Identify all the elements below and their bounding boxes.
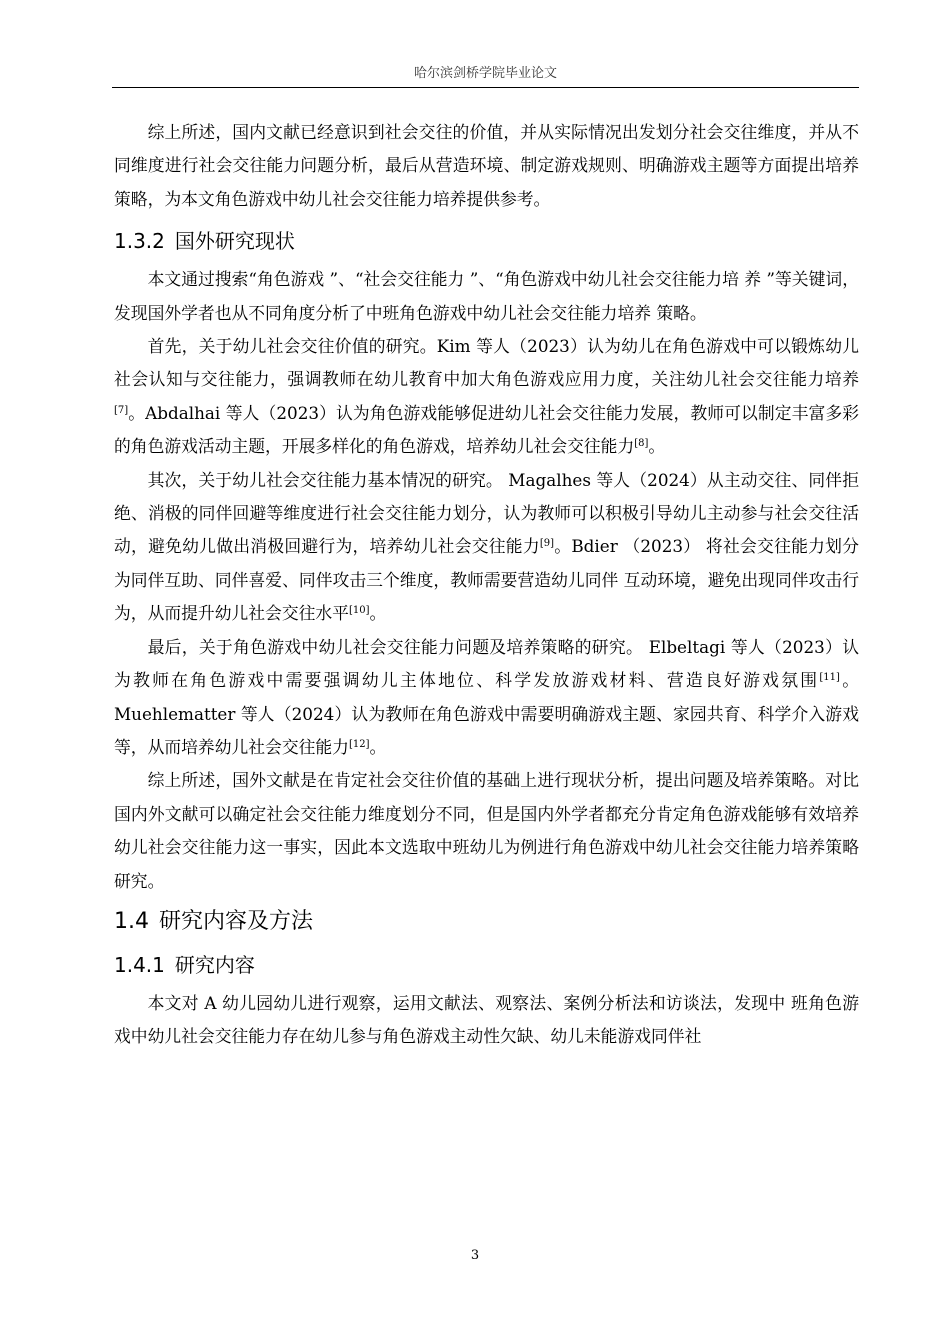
section-title: 研究内容 [174, 952, 255, 977]
section-number: 1.3.2 [114, 229, 165, 254]
paragraph-strategies [114, 631, 859, 765]
text-run: 。Bdier （2023） 将社会交往能力划分为同伴互助、同伴喜爱、同伴攻击三个维度，教师需要营造幼儿同伴 互动环境，避免出现同伴攻击行为，从而提升幼儿社会交往水平 [114, 536, 859, 624]
text-run: 首先，关于幼儿社会交往价值的研究。Kim 等人（2023）认为幼儿在角色游戏中可以锻炼幼儿社会认知与交往能力，强调教师在幼儿教育中加大角色游戏应用力度，关注幼儿社会交往能力培养 [114, 336, 859, 390]
section-number: 1.4.1 [114, 952, 165, 977]
section-title: 国外研究现状 [174, 229, 295, 254]
section-heading-1-3-2 [114, 224, 859, 258]
citation-ref: [10] [348, 605, 370, 617]
text-run: 。Abdalhai 等人（2023）认为角色游戏能够促进幼儿社会交往能力发展，教师可以制定丰富多彩的角色游戏活动主题，开展多样化的角色游戏，培养幼儿社会交往能力 [114, 402, 859, 457]
text-run: 。 [369, 603, 387, 624]
paragraph-search-keywords: 本文通过搜索“角色游戏 ”、“社会交往能力 ”、“角色游戏中幼儿社会交往能力培 养 ”等关键词，发现国外学者也从不同角度分析了中班角色游戏中幼儿社会交往能力培养 策略。 [114, 269, 859, 323]
section-heading-1-4-1 [114, 948, 859, 982]
document-body [114, 116, 859, 1054]
section-number: 1.4 [114, 908, 149, 934]
section-title: 研究内容及方法 [159, 908, 314, 934]
text-run: 。Muehlematter 等人（2024）认为教师在角色游戏中需要明确游戏主题、家园共育、科学介入游戏等，从而培养幼儿社会交往能力 [114, 670, 859, 757]
paragraph-social-value [114, 330, 859, 464]
text-run: 。 [648, 436, 666, 457]
paragraph-basic-situation [114, 464, 859, 631]
text-run: 。 [369, 736, 387, 757]
page-number: 3 [470, 1248, 480, 1263]
citation-ref: [8] [634, 438, 649, 450]
paragraph-research-content: 本文对 A 幼儿园幼儿进行观察，运用文献法、观察法、案例分析法和访谈法，发现中 班角色游戏中幼儿社会交往能力存在幼儿参与角色游戏主动性欠缺、幼儿未能游戏同伴社 [114, 992, 859, 1047]
citation-ref: [7] [114, 404, 129, 416]
text-run: 最后，关于角色游戏中幼儿社会交往能力问题及培养策略的研究。 Elbeltagi 等人（2023）认为教师在角色游戏中需要强调幼儿主体地位、科学发放游戏材料、营造良好游戏氛围 [114, 636, 859, 691]
text-run: 其次，关于幼儿社会交往能力基本情况的研究。 Magalhes 等人（2024）从主动交往、同伴拒绝、消极的同伴回避等维度进行社会交往能力划分，认为教师可以积极引导幼儿主动参与社会交往活动，避免幼儿做出消极回避行为，培养幼儿社会交往能力 [114, 469, 859, 557]
paragraph-foreign-summary: 综上所述，国外文献是在肯定社会交往价值的基础上进行现状分析，提出问题及培养策略。对比国内外文献可以确定社会交往能力维度划分不同，但是国内外学者都充分肯定角色游戏能够有效培养幼儿社会交往能力这一事实，因此本文选取中班幼儿为例进行角色游戏中幼儿社会交往能力培养策略研究。 [114, 770, 859, 891]
header-rule [112, 87, 859, 88]
citation-ref: [12] [348, 738, 370, 750]
running-header: 哈尔滨剑桥学院毕业论文 [413, 66, 557, 81]
section-heading-1-4 [114, 904, 859, 940]
paragraph-domestic-summary: 综上所述，国内文献已经意识到社会交往的价值，并从实际情况出发划分社会交往维度，并从不同维度进行社会交往能力问题分析，最后从营造环境、制定游戏规则、明确游戏主题等方面提出培养策略，为本文角色游戏中幼儿社会交往能力培养提供参考。 [114, 122, 859, 209]
citation-ref: [9] [539, 538, 555, 550]
citation-ref: [11] [819, 672, 840, 684]
